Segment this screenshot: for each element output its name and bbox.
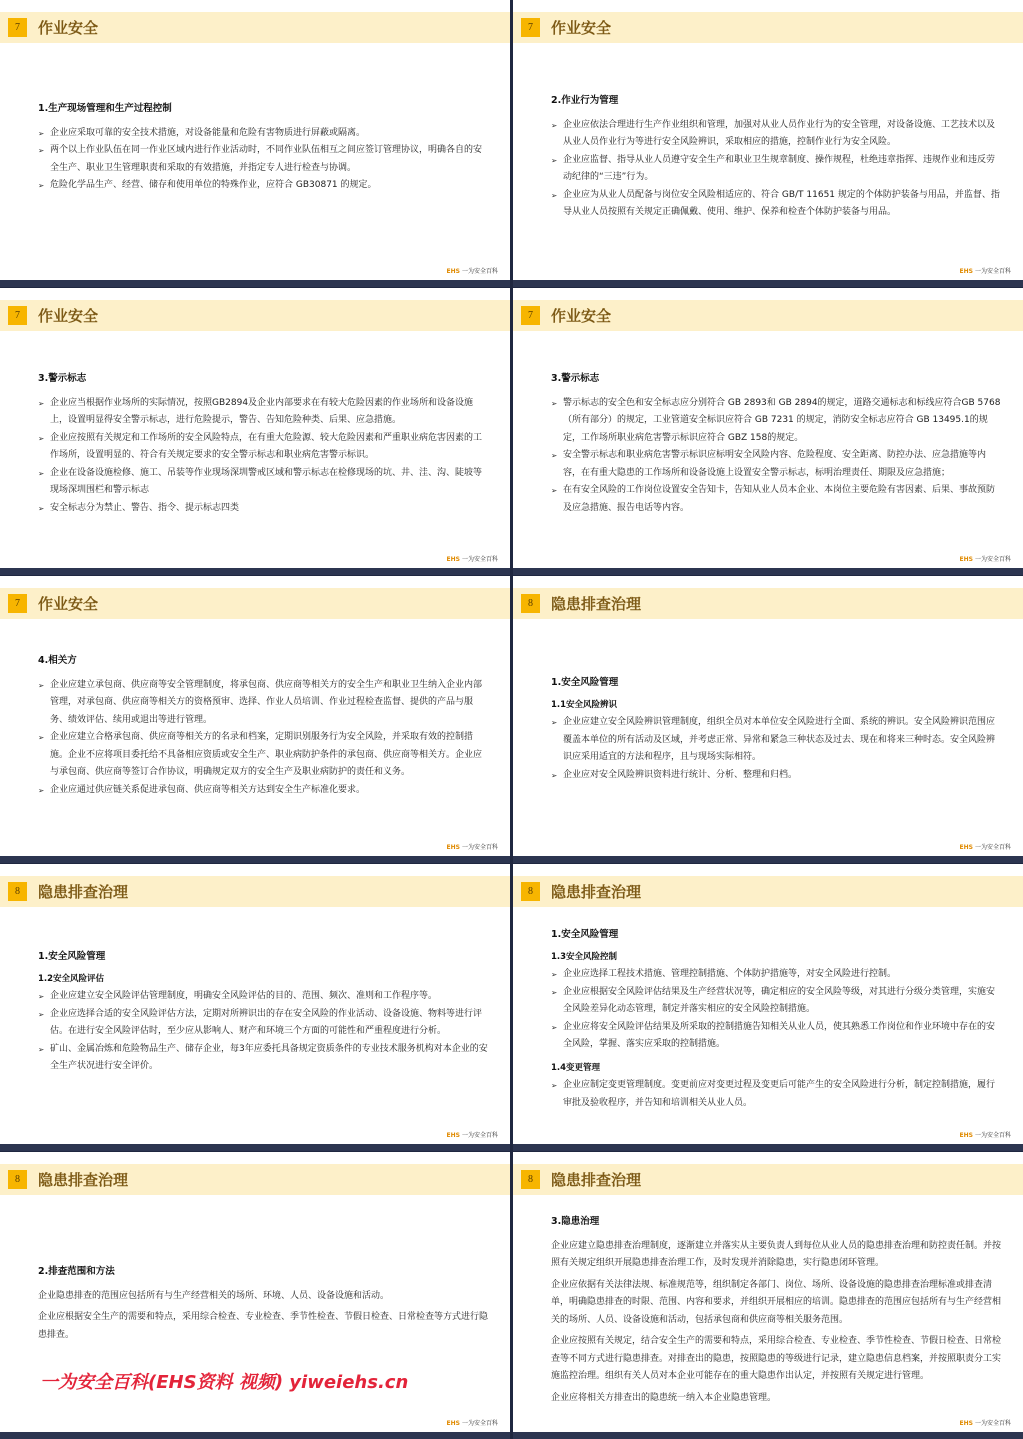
section-heading: 1.安全风险管理 — [38, 951, 106, 962]
section-number: 8 — [521, 882, 540, 901]
slide-content — [38, 370, 490, 517]
ehs-logo-icon: EHS — [959, 556, 973, 563]
section-number: 8 — [521, 1170, 540, 1189]
slide-content — [551, 370, 1003, 517]
bullet-item: ➢ 企业应采取可靠的安全技术措施，对设备能量和危险有害物质进行屏蔽或隔离。 — [38, 125, 490, 143]
slide[interactable] — [513, 288, 1023, 575]
ehs-logo-icon: EHS — [446, 556, 460, 563]
ehs-logo-icon: EHS — [446, 1132, 460, 1139]
slide-title: 作业安全 — [551, 19, 612, 37]
bullet-item: ➢ 企业应对安全风险辨识资料进行统计、分析、整理和归档。 — [551, 767, 1003, 785]
section-number: 8 — [521, 594, 540, 613]
ehs-logo-icon: EHS — [959, 844, 973, 851]
bottom-bar — [513, 1144, 1023, 1151]
slide[interactable] — [0, 864, 510, 1151]
bullet-item: ➢ 矿山、金属冶炼和危险物品生产、储存企业，每3年应委托具备规定资质条件的专业技术服务机构对本企业的安全生产状况进行安全评价。 — [38, 1041, 490, 1076]
section-number: 7 — [8, 18, 27, 37]
bullet-item: ➢ 危险化学品生产、经营、储存和使用单位的特殊作业，应符合 GB30871 的规定。 — [38, 177, 490, 195]
slide-title: 隐患排查治理 — [551, 595, 642, 613]
bottom-bar — [0, 280, 510, 287]
ehs-logo-icon: EHS — [959, 268, 973, 275]
section-number: 7 — [8, 306, 27, 325]
slide-title: 作业安全 — [38, 595, 99, 613]
slide[interactable] — [513, 0, 1023, 287]
paragraph: 企业应按照有关规定，结合安全生产的需要和特点，采用综合检查、专业检查、季节性检查、节假日检查、日常检查等不同方式进行隐患排查。对排查出的隐患，按照隐患的等级进行记录，建立隐患信息档案，并按照职责分工实施监控治理。组织有关人员对本企业可能存在的重大隐患作出认定，并按照有关规定进行管理。 — [551, 1336, 1002, 1381]
bullet-item: ➢ 企业应建立安全风险辨识管理制度，组织全员对本单位安全风险进行全面、系统的辨识。安全风险辨识范围应覆盖本单位的所有活动及区域，并考虑正常、异常和紧急三种状态及过去、现在和将来三种时态。安全风险辨识应采用适宜的方法和程序，且与现场实际相符。 — [551, 714, 1003, 767]
footer-text: 一为安全百科 — [461, 268, 498, 275]
bullet-item: ➢ 在有安全风险的工作岗位设置安全告知卡，告知从业人员本企业、本岗位主要危险有害因素、后果、事故预防及应急措施、报告电话等内容。 — [551, 482, 1003, 517]
bottom-bar — [513, 280, 1023, 287]
slide[interactable] — [513, 576, 1023, 863]
slide-title: 作业安全 — [38, 19, 99, 37]
slide-title: 作业安全 — [551, 307, 612, 325]
footer-logo — [960, 1418, 1011, 1427]
footer-logo — [447, 266, 498, 275]
bullet-item: ➢ 企业应按照有关规定和工作场所的安全风险特点，在有重大危险源、较大危险因素和严重职业病危害因素的工作场所，设置明显的、符合有关规定要求的安全警示标志和职业病危害警示标识。 — [38, 430, 490, 465]
slide[interactable] — [513, 864, 1023, 1151]
ehs-logo-icon: EHS — [446, 844, 460, 851]
bullet-item: ➢ 企业应根据安全风险评估结果及生产经营状况等，确定相应的安全风险等级，对其进行分级分类管理，实施安全风险差异化动态管理，制定并落实相应的安全风险控制措施。 — [551, 984, 1003, 1019]
footer-logo — [960, 266, 1011, 275]
footer-text: 一为安全百科 — [461, 844, 498, 851]
bottom-bar — [0, 568, 510, 575]
section-heading: 1.安全风险管理 — [551, 929, 619, 940]
paragraph: 企业应将相关方排查出的隐患统一纳入本企业隐患管理。 — [551, 1392, 777, 1403]
section-heading: 1.安全风险管理 — [551, 677, 619, 688]
section-number: 8 — [8, 1170, 27, 1189]
footer-text: 一为安全百科 — [461, 1132, 498, 1139]
section-heading: 2.作业行为管理 — [551, 95, 619, 106]
footer-logo — [447, 554, 498, 563]
bullet-item: ➢ 警示标志的安全色和安全标志应分别符合 GB 2893和 GB 2894的规定，道路交通标志和标线应符合GB 5768 （所有部分）的规定，工业管道安全标识应符合 GB 7231 的规定，消防安全标志应符合 GB 13495.1的规定，工作场所职业病危害警示标识应符合 GBZ 158的规定。 — [551, 395, 1003, 448]
slide-content — [38, 1263, 490, 1348]
footer-text: 一为安全百科 — [974, 268, 1011, 275]
bullet-item: ➢ 企业应制定变更管理制度。变更前应对变更过程及变更后可能产生的安全风险进行分析，制定控制措施，履行审批及验收程序，并告知和培训相关从业人员。 — [551, 1077, 1003, 1112]
bottom-bar — [0, 1144, 510, 1151]
footer-text: 一为安全百科 — [974, 1420, 1011, 1427]
footer-text: 一为安全百科 — [461, 1420, 498, 1427]
subsection-heading: 1.3安全风险控制 — [551, 951, 618, 962]
slide-title: 隐患排查治理 — [551, 1171, 642, 1189]
footer-text: 一为安全百科 — [974, 844, 1011, 851]
slide[interactable] — [0, 288, 510, 575]
section-number: 7 — [8, 594, 27, 613]
watermark: 一为安全百科(EHS资料 视频) yiweiehs.cn — [40, 1372, 409, 1393]
footer-logo — [960, 1130, 1011, 1139]
paragraph: 企业隐患排查的范围应包括所有与生产经营相关的场所、环境、人员、设备设施和活动。 — [38, 1290, 390, 1301]
section-heading: 4.相关方 — [38, 655, 77, 666]
footer-logo — [960, 554, 1011, 563]
bullet-item: ➢ 企业应建立承包商、供应商等安全管理制度，将承包商、供应商等相关方的安全生产和职业卫生纳入企业内部管理，对承包商、供应商等相关方的资格预审、选择、作业人员培训、作业过程检查监督、提供的产品与服务、绩效评估、续用或退出等进行管理。 — [38, 677, 490, 730]
bullet-item: ➢ 企业应通过供应链关系促进承包商、供应商等相关方达到安全生产标准化要求。 — [38, 782, 490, 800]
section-number: 7 — [521, 306, 540, 325]
bullet-item: ➢ 企业应依法合理进行生产作业组织和管理，加强对从业人员作业行为的安全管理，对设备设施、工艺技术以及从业人员作业行为等进行安全风险辨识，采取相应的措施，控制作业行为安全风险。 — [551, 117, 1003, 152]
footer-logo — [447, 1130, 498, 1139]
bullet-item: ➢ 安全警示标志和职业病危害警示标识应标明安全风险内容、危险程度、安全距离、防控办法、应急措施等内容，在有重大隐患的工作场所和设备设施上设置安全警示标志，标明治理责任、期限及应急措施； — [551, 447, 1003, 482]
slide-title: 作业安全 — [38, 307, 99, 325]
slide-content — [38, 100, 490, 195]
slide[interactable] — [0, 0, 510, 287]
slide-title: 隐患排查治理 — [551, 883, 642, 901]
subsection-heading: 1.4变更管理 — [551, 1062, 601, 1073]
bullet-item: ➢ 企业应选择合适的安全风险评估方法，定期对所辨识出的存在安全风险的作业活动、设备设施、物料等进行评估。在进行安全风险评估时，至少应从影响人、财产和环境三个方面的可能性和严重程度进行分析。 — [38, 1006, 490, 1041]
slide[interactable] — [513, 1152, 1023, 1439]
section-heading: 1.生产现场管理和生产过程控制 — [38, 103, 172, 114]
section-number: 8 — [8, 882, 27, 901]
section-heading: 3.隐患治理 — [551, 1216, 600, 1227]
section-heading: 2.排查范围和方法 — [38, 1266, 115, 1277]
slide-content — [38, 652, 490, 799]
ehs-logo-icon: EHS — [959, 1420, 973, 1427]
slide[interactable] — [0, 576, 510, 863]
subsection-heading: 1.2安全风险评估 — [38, 973, 105, 984]
slide-content — [551, 1213, 1003, 1411]
bottom-bar — [0, 1432, 510, 1439]
ehs-logo-icon: EHS — [446, 1420, 460, 1427]
bullet-item: ➢ 企业应建立安全风险评估管理制度，明确安全风险评估的目的、范围、频次、准则和工作程序等。 — [38, 988, 490, 1006]
bullet-item: ➢ 企业应监督、指导从业人员遵守安全生产和职业卫生规章制度、操作规程，杜绝违章指挥、违规作业和违反劳动纪律的“三违”行为。 — [551, 152, 1003, 187]
ehs-logo-icon: EHS — [446, 268, 460, 275]
bottom-bar — [0, 856, 510, 863]
section-heading: 3.警示标志 — [38, 373, 87, 384]
bullet-item: ➢ 企业应选择工程技术措施、管理控制措施、个体防护措施等，对安全风险进行控制。 — [551, 966, 1003, 984]
bottom-bar — [513, 1432, 1023, 1439]
section-heading: 3.警示标志 — [551, 373, 600, 384]
ehs-logo-icon: EHS — [959, 1132, 973, 1139]
bullet-item: ➢ 企业应建立合格承包商、供应商等相关方的名录和档案，定期识别服务行为安全风险，并采取有效的控制措施。企业不应将项目委托给不具备相应资质或安全生产、职业病防护条件的承包商、供应商等相关方。企业应与承包商、供应商等签订合作协议，明确规定双方的安全生产及职业病防护的责任和义务。 — [38, 729, 490, 782]
slide[interactable] — [0, 1152, 510, 1439]
bullet-item: ➢ 企业应为从业人员配备与岗位安全风险相适应的、符合 GB/T 11651 规定的个体防护装备与用品，并监督、指导从业人员按照有关规定正确佩戴、使用、维护、保养和检查个体防护装备与用品。 — [551, 187, 1003, 222]
bottom-bar — [513, 856, 1023, 863]
footer-text: 一为安全百科 — [974, 556, 1011, 563]
subsection-heading: 1.1安全风险辨识 — [551, 699, 618, 710]
bullet-item: ➢ 企业应当根据作业场所的实际情况，按照GB2894及企业内部要求在有较大危险因素的作业场所和设备设施上，设置明显得安全警示标志，进行危险提示，警告、告知危险种类、后果、应急措施。 — [38, 395, 490, 430]
section-number: 7 — [521, 18, 540, 37]
bullet-item: ➢ 安全标志分为禁止、警告、指令、提示标志四类 — [38, 500, 490, 518]
bullet-item: ➢ 企业在设备设施检修、施工、吊装等作业现场深圳警戒区域和警示标志在检修现场的坑、井、洼、沟、陡坡等现场深圳围栏和警示标志 — [38, 465, 490, 500]
bullet-item: ➢ 两个以上作业队伍在同一作业区域内进行作业活动时，不同作业队伍相互之间应签订管理协议，明确各自的安全生产、职业卫生管理职责和采取的有效措施，并指定专人进行检查与协调。 — [38, 142, 490, 177]
footer-logo — [447, 842, 498, 851]
bullet-item: ➢ 企业应将安全风险评估结果及所采取的控制措施告知相关从业人员，使其熟悉工作岗位和作业环境中存在的安全风险，掌握、落实应采取的控制措施。 — [551, 1019, 1003, 1054]
paragraph: 企业应根据安全生产的需要和特点，采用综合检查、专业检查、季节性检查、节假日检查、日常检查等方式进行隐患排查。 — [38, 1312, 489, 1340]
slide-content — [551, 926, 1003, 1112]
paragraph: 企业应依据有关法律法规、标准规范等，组织制定各部门、岗位、场所、设备设施的隐患排查治理标准或排查清单，明确隐患排查的时限、范围、内容和要求，并组织开展相应的培训。隐患排查的范围应包括所有与生产经营相关的场所、人员、设备设施和活动，包括承包商和供应商等相关服务范围。 — [551, 1279, 1002, 1325]
slide-title: 隐患排查治理 — [38, 883, 129, 901]
slide-content — [551, 674, 1003, 784]
slide-content — [38, 948, 490, 1076]
bottom-bar — [513, 568, 1023, 575]
footer-logo — [960, 842, 1011, 851]
slide-title: 隐患排查治理 — [38, 1171, 129, 1189]
footer-text: 一为安全百科 — [461, 556, 498, 563]
slide-content — [551, 92, 1003, 222]
paragraph: 企业应建立隐患排查治理制度，逐渐建立并落实从主要负责人到每位从业人员的隐患排查治理和防控责任制。并按照有关规定组织开展隐患排查治理工作，及时发现并消除隐患，实行隐患闭环管理。 — [551, 1240, 1002, 1268]
footer-logo — [447, 1418, 498, 1427]
footer-text: 一为安全百科 — [974, 1132, 1011, 1139]
